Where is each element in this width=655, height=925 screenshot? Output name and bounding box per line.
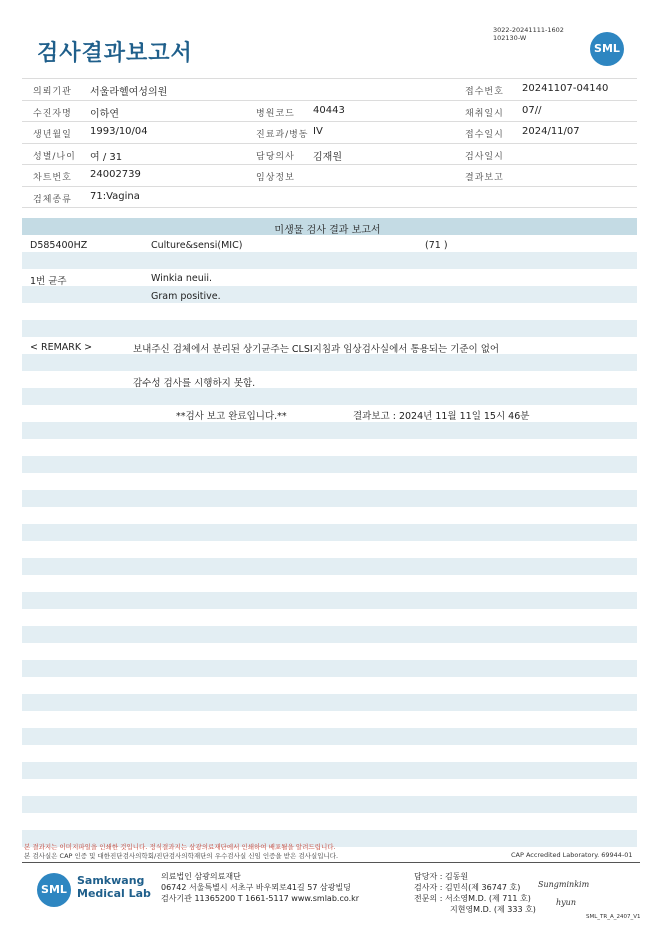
organization-info	[161, 871, 359, 904]
info-value: 2024/11/07	[522, 126, 580, 137]
patient-info-table	[22, 78, 637, 208]
info-value: 1993/10/04	[90, 126, 148, 137]
staff-line: 전문의 : 서소영M.D. (제 711 호)	[414, 894, 531, 903]
document-code-line1: 3022-20241111-1602	[493, 26, 564, 34]
stripe-band	[22, 626, 637, 643]
stripe-band	[22, 490, 637, 507]
signature-2: hyun	[556, 898, 576, 907]
gram-stain: Gram positive.	[151, 291, 221, 302]
info-value: 71:Vagina	[90, 190, 140, 202]
org-address: 06742 서울특별시 서초구 바우뫼로41길 57 삼광빌딩	[161, 883, 351, 892]
stripe-band	[22, 660, 637, 677]
info-row	[22, 187, 637, 209]
brand-line-1: Samkwang	[77, 874, 145, 887]
info-row	[22, 122, 637, 144]
stripe-band	[22, 320, 637, 337]
info-value: 이하연	[90, 108, 119, 120]
document-form-code: SML_TR_A_2407_V1	[586, 914, 641, 920]
info-label: 차트번호	[33, 173, 72, 183]
stripe-band	[22, 728, 637, 745]
info-label: 성별/나이	[33, 151, 76, 162]
info-label: 병원코드	[256, 108, 295, 119]
info-value: IV	[313, 126, 323, 137]
staff-info	[414, 871, 536, 915]
info-value: 07//	[522, 104, 542, 116]
stripe-band	[22, 456, 637, 473]
stripe-band	[22, 422, 637, 439]
stripe-band	[22, 252, 637, 269]
organism-name: Winkia neuii.	[151, 273, 213, 284]
info-row	[22, 101, 637, 123]
sml-footer-logo: SML	[37, 873, 71, 907]
info-value: 40443	[313, 104, 345, 116]
info-label: 진료과/병동	[256, 130, 309, 140]
stripe-band	[22, 558, 637, 575]
stripe-band	[22, 762, 637, 779]
report-time: 결과보고 : 2024년 11월 11일 15시 46분	[353, 411, 530, 422]
info-row	[22, 165, 637, 187]
info-label: 수진자명	[33, 108, 72, 119]
info-label: 접수번호	[465, 87, 504, 97]
document-code	[493, 26, 564, 42]
info-label: 담당의사	[256, 151, 295, 162]
brand-line-2: Medical Lab	[77, 887, 151, 900]
info-value: 24002739	[90, 169, 141, 180]
stripe-band	[22, 388, 637, 405]
info-label: 접수일시	[465, 130, 504, 140]
info-row	[22, 144, 637, 166]
staff-line: 담당자 : 김동원	[414, 872, 469, 881]
info-label: 검체종류	[33, 194, 72, 205]
stripe-band	[22, 592, 637, 609]
sml-logo: SML	[590, 32, 624, 66]
brand-name	[77, 874, 151, 900]
section-title: 미생물 검사 결과 보고서	[274, 225, 381, 236]
info-label: 검사일시	[465, 151, 504, 162]
specimen-number: (71 )	[425, 240, 448, 251]
stripe-band	[22, 694, 637, 711]
info-label: 채취일시	[465, 108, 504, 119]
accreditation-notice: 본 검사실은 CAP 인증 및 대한진단검사의학회/진단검사의학재단의 우수검사실 신임 인증을 받은 검사실입니다.	[24, 852, 339, 860]
info-value: 김재원	[313, 151, 342, 163]
report-complete-text: **검사 보고 완료입니다.**	[176, 411, 287, 422]
info-value: 서울라헬여성의원	[90, 87, 168, 98]
footer-divider	[22, 862, 640, 863]
signature-1: Sungminkim	[538, 880, 590, 889]
staff-line: 검사자 : 김민식(제 36747 호)	[414, 883, 521, 892]
remark-line-1: 보내주신 검체에서 분리된 상기균주는 CLSI지침과 임상검사실에서 통용되는 기준이 없어	[133, 344, 500, 355]
stripe-band	[22, 354, 637, 371]
test-name: Culture&sensi(MIC)	[151, 240, 243, 251]
stripe-band	[22, 286, 637, 303]
page-title: 검사결과보고서	[37, 41, 193, 66]
info-row	[22, 78, 637, 101]
info-label: 생년월일	[33, 130, 72, 140]
staff-line: 지현영M.D. (제 333 호)	[450, 905, 536, 914]
info-label: 임상정보	[256, 173, 295, 183]
test-code: D585400HZ	[30, 240, 88, 251]
remark-line-2: 감수성 검사를 시행하지 못함.	[133, 378, 256, 389]
info-value: 20241107-04140	[522, 83, 609, 94]
cap-accreditation: CAP Accredited Laboratory. 69944-01	[511, 851, 633, 859]
info-label: 의뢰기관	[33, 87, 72, 97]
org-name: 의료법인 삼광의료재단	[161, 872, 241, 881]
stripe-band	[22, 796, 637, 813]
info-label: 결과보고	[465, 173, 504, 183]
document-code-line2: 102130-W	[493, 34, 527, 42]
remark-label: < REMARK >	[30, 342, 93, 353]
info-value: 여 / 31	[90, 151, 123, 163]
org-contact: 검사기관 11365200 T 1661-5117 www.smlab.co.kr	[161, 894, 360, 903]
isolate-label: 1번 균주	[30, 276, 67, 287]
stripe-band	[22, 524, 637, 541]
notice-red: 본 결과지는 이미지파일을 인쇄한 것입니다. 정식결과지는 삼광의료재단에서 인쇄하여 배포될을 알려드립니다.	[24, 843, 336, 851]
